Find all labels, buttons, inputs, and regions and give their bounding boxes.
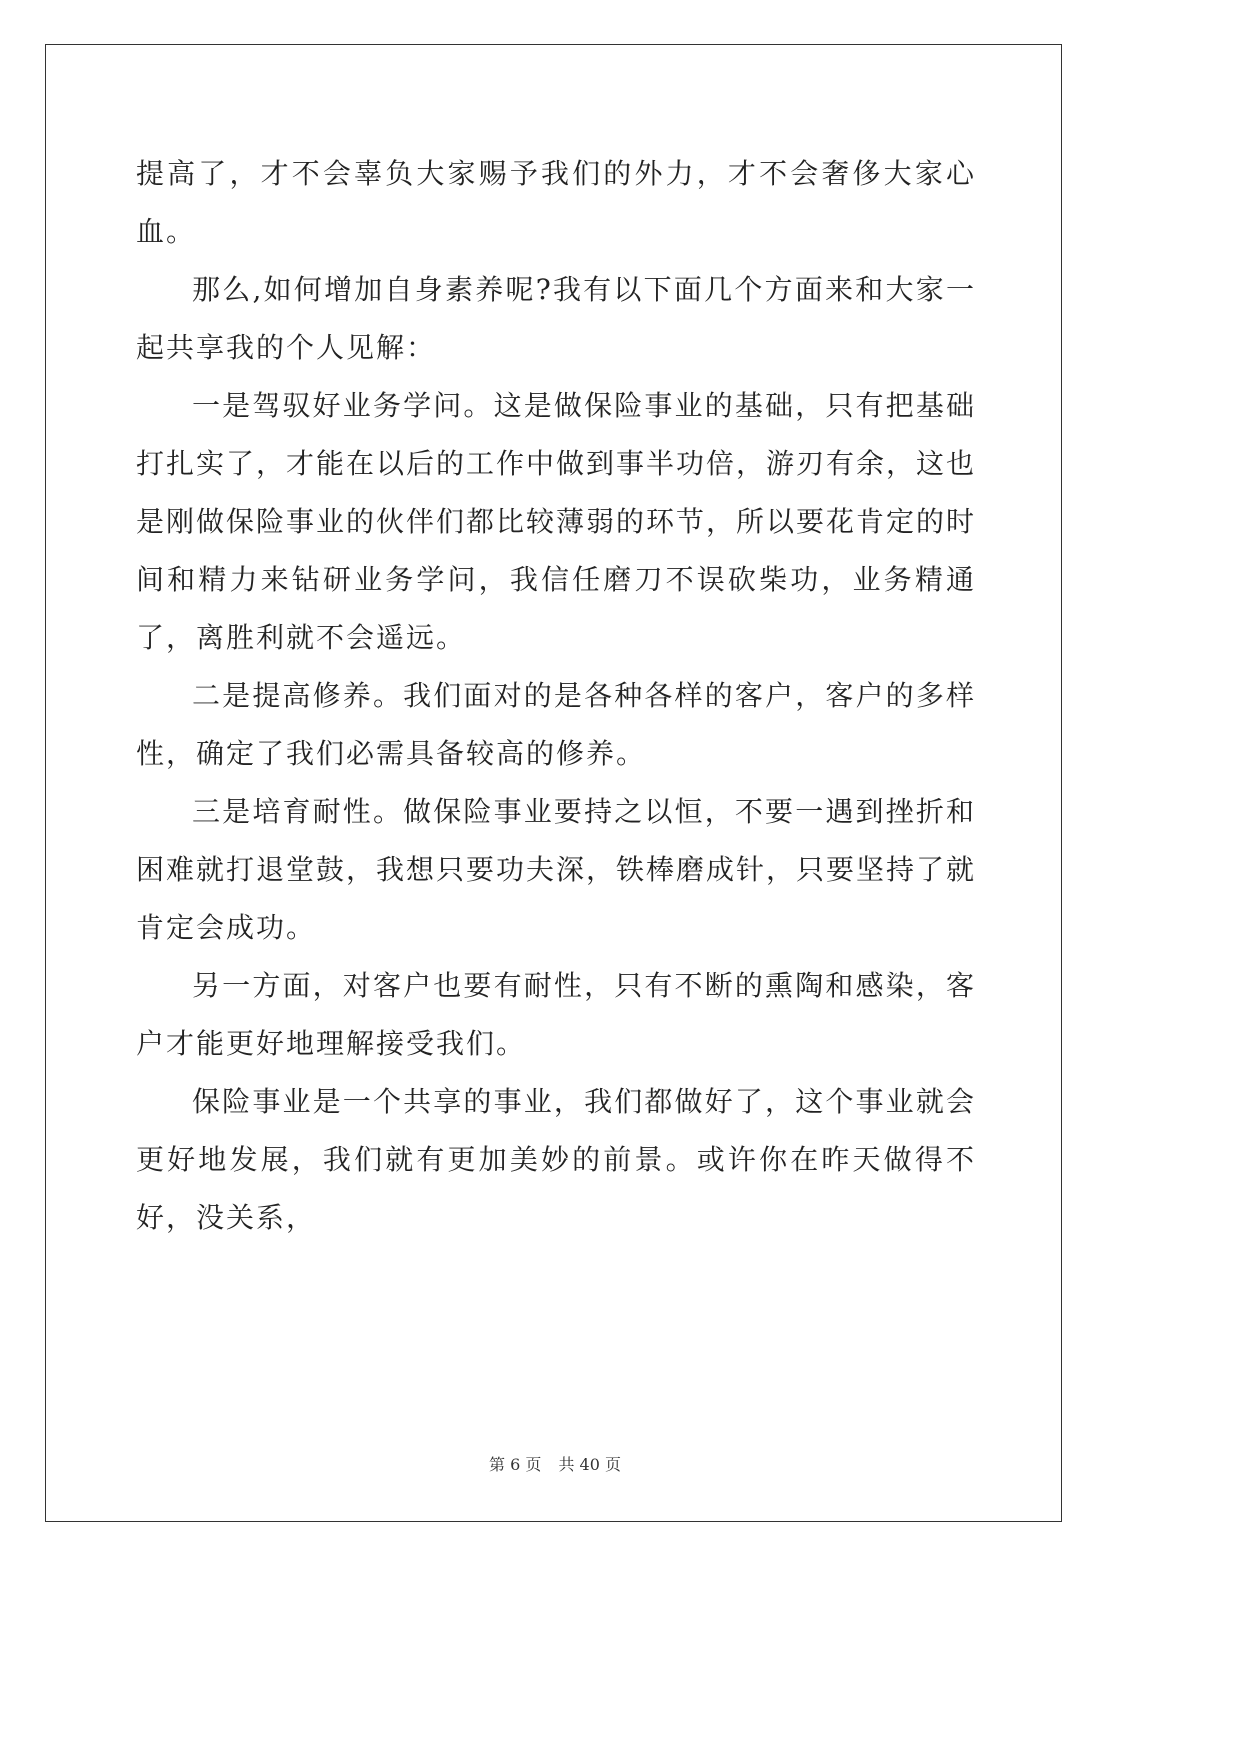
paragraph-7: 保险事业是一个共享的事业，我们都做好了，这个事业就会更好地发展，我们就有更加美妙的前景。或许你在昨天做得不好，没关系， xyxy=(136,1085,976,1234)
document-body xyxy=(136,145,976,1247)
paragraph-4: 二是提高修养。我们面对的是各种各样的客户，客户的多样性，确定了我们必需具备较高的修养。 xyxy=(136,679,976,770)
paragraph-3: 一是驾驭好业务学问。这是做保险事业的基础，只有把基础打扎实了，才能在以后的工作中做到事半功倍，游刃有余，这也是刚做保险事业的伙伴们都比较薄弱的环节，所以要花肯定的时间和精力来钻研业务学问，我信任磨刀不误砍柴功，业务精通了，离胜利就不会遥远。 xyxy=(136,389,977,654)
page-footer xyxy=(0,1452,1110,1475)
page-number: 第 6 页 xyxy=(489,1455,542,1474)
paragraph-6: 另一方面，对客户也要有耐性，只有不断的熏陶和感染，客户才能更好地理解接受我们。 xyxy=(136,969,976,1060)
paragraph-1: 提高了，才不会辜负大家赐予我们的外力，才不会奢侈大家心血。 xyxy=(136,157,976,248)
paragraph-5: 三是培育耐性。做保险事业要持之以恒，不要一遇到挫折和困难就打退堂鼓，我想只要功夫深，铁棒磨成针，只要坚持了就肯定会成功。 xyxy=(136,795,977,944)
page-total: 共 40 页 xyxy=(558,1455,621,1474)
paragraph-2: 那么,如何增加自身素养呢?我有以下面几个方面来和大家一起共享我的个人见解： xyxy=(136,273,976,364)
